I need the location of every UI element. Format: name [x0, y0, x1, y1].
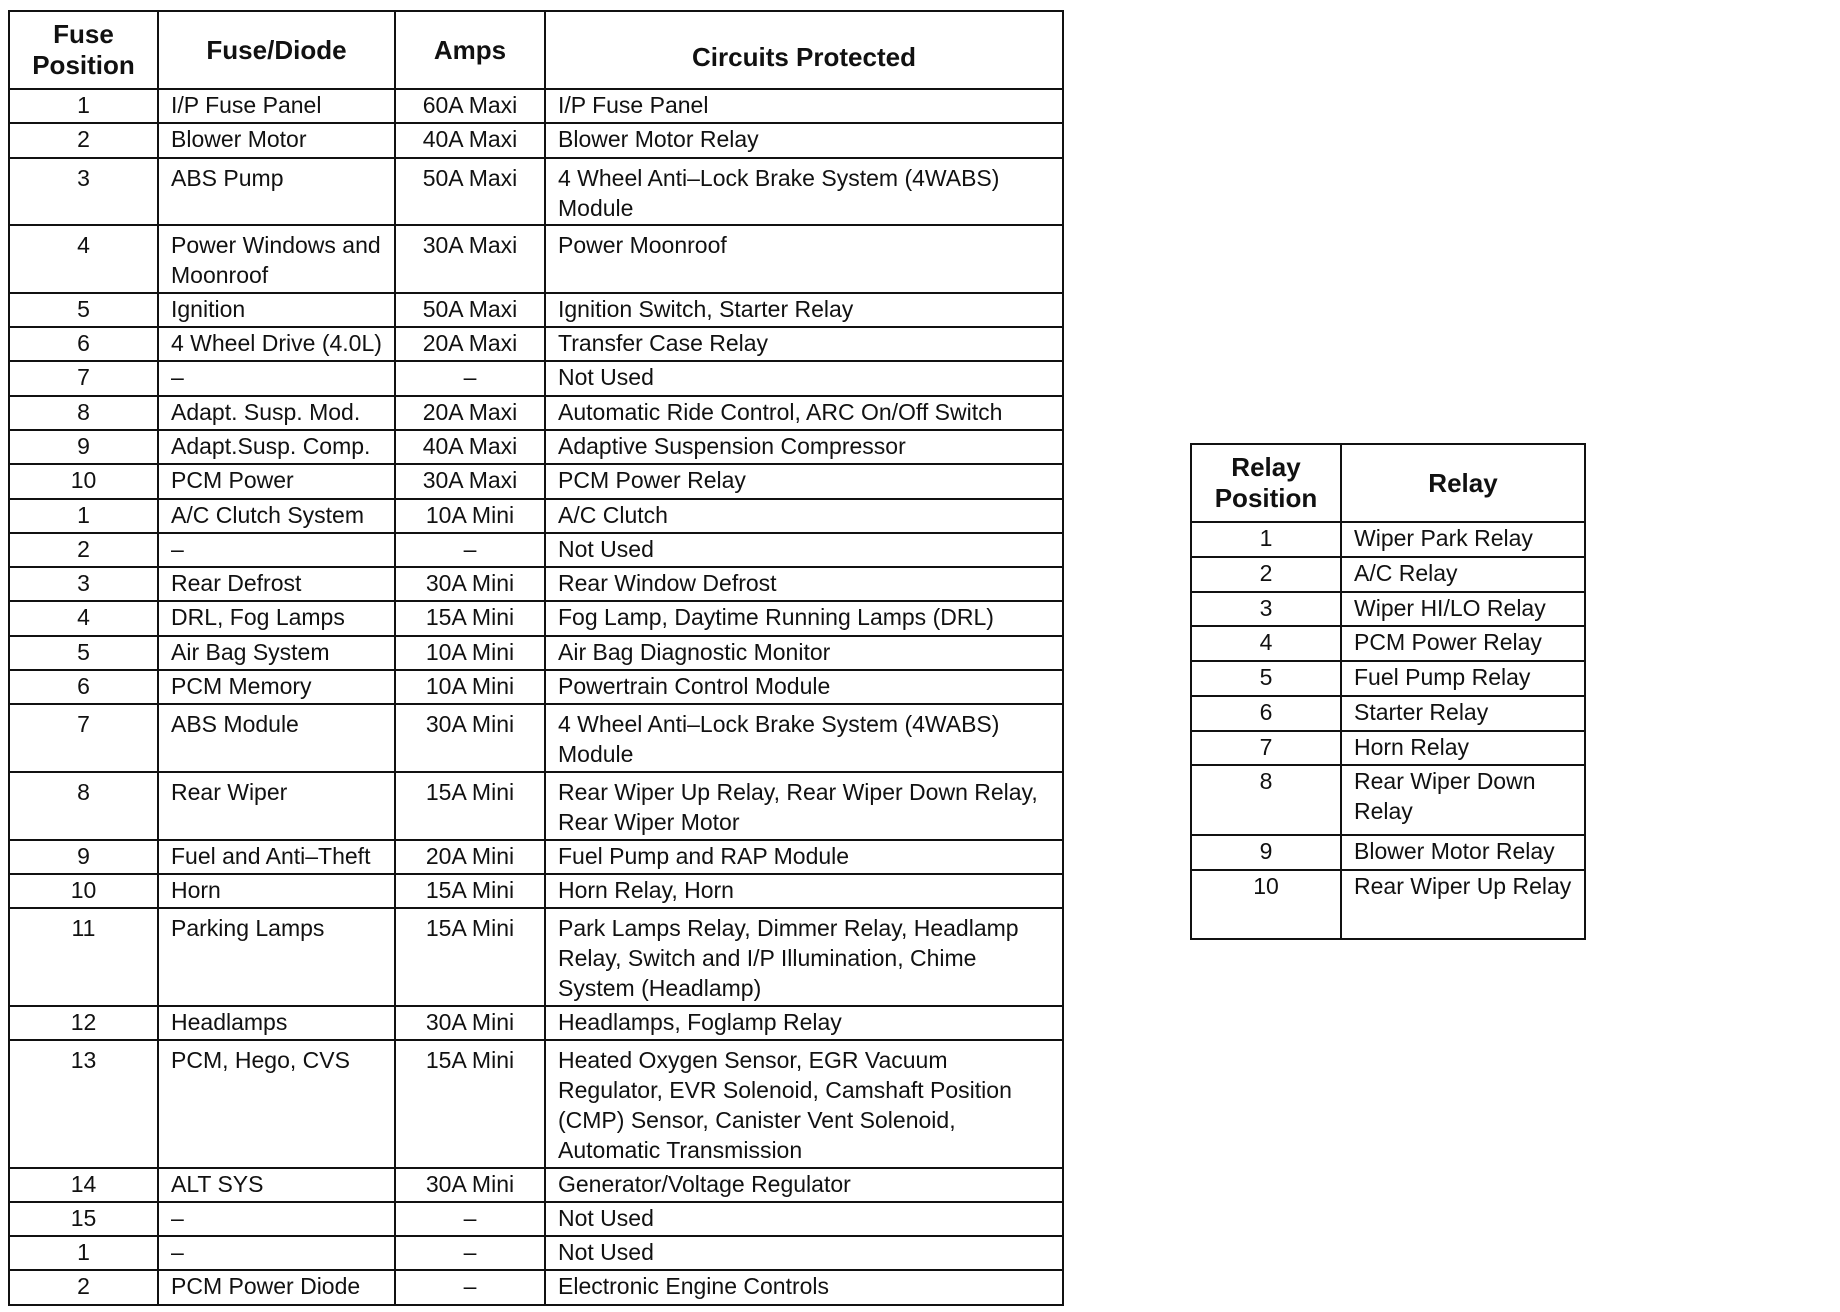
fuse-diode-cell: Parking Lamps [158, 908, 395, 1006]
relay-position-cell: 3 [1191, 592, 1341, 627]
fuse-position-cell: 6 [9, 670, 158, 704]
fuse-position-cell: 9 [9, 430, 158, 464]
circuits-protected-cell: 4 Wheel Anti–Lock Brake System (4WABS) Module [545, 704, 1063, 772]
fuse-position-cell: 5 [9, 636, 158, 670]
fuse-row [9, 772, 1063, 840]
relay-table [1190, 443, 1586, 940]
circuits-protected-cell: PCM Power Relay [545, 464, 1063, 498]
fuse-diode-cell: – [158, 1202, 395, 1236]
fuse-amps-cell: 10A Mini [395, 499, 545, 533]
fuse-diode-cell: DRL, Fog Lamps [158, 601, 395, 635]
fuse-amps-cell: 50A Maxi [395, 293, 545, 327]
fuse-row [9, 840, 1063, 874]
fuse-diode-cell: Blower Motor [158, 123, 395, 157]
fuse-diode-cell: A/C Clutch System [158, 499, 395, 533]
circuits-protected-cell: 4 Wheel Anti–Lock Brake System (4WABS) Module [545, 158, 1063, 226]
fuse-amps-cell: 20A Maxi [395, 327, 545, 361]
fuse-position-cell: 10 [9, 874, 158, 908]
relay-row [1191, 661, 1585, 696]
circuits-protected-cell: Heated Oxygen Sensor, EGR Vacuum Regulator, EVR Solenoid, Camshaft Position (CMP) Sensor, Canister Vent Solenoid, Automatic Transmission [545, 1040, 1063, 1167]
fuse-amps-cell: 30A Mini [395, 567, 545, 601]
fuse-position-cell: 15 [9, 1202, 158, 1236]
fuse-row [9, 1006, 1063, 1040]
fuse-amps-cell: 15A Mini [395, 1040, 545, 1167]
fuse-amps-cell: 40A Maxi [395, 123, 545, 157]
circuits-protected-cell: Blower Motor Relay [545, 123, 1063, 157]
fuse-position-cell: 1 [9, 1236, 158, 1270]
circuits-protected-cell: Fog Lamp, Daytime Running Lamps (DRL) [545, 601, 1063, 635]
fuse-amps-cell: 20A Mini [395, 840, 545, 874]
fuse-amps-cell: 10A Mini [395, 636, 545, 670]
fuse-diode-cell: PCM Power Diode [158, 1270, 395, 1305]
fuse-row [9, 533, 1063, 567]
relay-position-cell: 2 [1191, 557, 1341, 592]
fuse-diode-cell: 4 Wheel Drive (4.0L) [158, 327, 395, 361]
fuse-position-cell: 4 [9, 225, 158, 293]
fuse-amps-cell: 15A Mini [395, 908, 545, 1006]
fuse-position-cell: 5 [9, 293, 158, 327]
fuse-diode-cell: Rear Wiper [158, 772, 395, 840]
fuse-row [9, 158, 1063, 226]
relay-row [1191, 835, 1585, 870]
circuits-protected-cell: Air Bag Diagnostic Monitor [545, 636, 1063, 670]
circuits-protected-cell: Ignition Switch, Starter Relay [545, 293, 1063, 327]
circuits-protected-cell: Generator/Voltage Regulator [545, 1168, 1063, 1202]
fuse-amps-cell: – [395, 361, 545, 395]
fuse-amps-cell: 30A Maxi [395, 225, 545, 293]
circuits-protected-cell: Transfer Case Relay [545, 327, 1063, 361]
fuse-position-cell: 1 [9, 89, 158, 123]
fuse-row [9, 670, 1063, 704]
fuse-diode-cell: ABS Module [158, 704, 395, 772]
relay-position-cell: 1 [1191, 522, 1341, 557]
circuits-protected-cell: Powertrain Control Module [545, 670, 1063, 704]
relay-name-cell: Rear Wiper Up Relay [1341, 870, 1585, 940]
fuse-position-cell: 6 [9, 327, 158, 361]
fuse-diode-cell: Adapt. Susp. Mod. [158, 396, 395, 430]
relay-table-body [1191, 522, 1585, 939]
fuse-diode-cell: ABS Pump [158, 158, 395, 226]
relay-name-cell: Rear Wiper Down Relay [1341, 765, 1585, 835]
fuse-position-cell: 7 [9, 704, 158, 772]
relay-row [1191, 731, 1585, 766]
fuse-amps-cell: – [395, 1270, 545, 1305]
fuse-row [9, 361, 1063, 395]
fuse-diode-cell: I/P Fuse Panel [158, 89, 395, 123]
relay-row [1191, 696, 1585, 731]
fuse-position-cell: 2 [9, 533, 158, 567]
relay-row [1191, 557, 1585, 592]
relay-name-cell: Wiper Park Relay [1341, 522, 1585, 557]
fuse-position-cell: 3 [9, 158, 158, 226]
circuits-protected-cell: Horn Relay, Horn [545, 874, 1063, 908]
relay-name-cell: Wiper HI/LO Relay [1341, 592, 1585, 627]
fuse-amps-cell: 30A Maxi [395, 464, 545, 498]
circuits-protected-cell: A/C Clutch [545, 499, 1063, 533]
fuse-row [9, 704, 1063, 772]
amps-header: Amps [395, 11, 545, 89]
relay-name-cell: Fuel Pump Relay [1341, 661, 1585, 696]
relay-position-cell: 10 [1191, 870, 1341, 940]
circuits-protected-cell: Not Used [545, 533, 1063, 567]
circuits-protected-cell: Park Lamps Relay, Dimmer Relay, Headlamp Relay, Switch and I/P Illumination, Chime System (Headlamp) [545, 908, 1063, 1006]
circuits-protected-cell: Not Used [545, 1202, 1063, 1236]
fuse-amps-cell: 50A Maxi [395, 158, 545, 226]
fuse-amps-cell: – [395, 1236, 545, 1270]
fuse-amps-cell: 30A Mini [395, 1006, 545, 1040]
circuits-protected-cell: Electronic Engine Controls [545, 1270, 1063, 1305]
fuse-position-cell: 8 [9, 772, 158, 840]
fuse-row [9, 430, 1063, 464]
fuse-position-cell: 10 [9, 464, 158, 498]
fuse-row [9, 1270, 1063, 1305]
relay-table-header [1191, 444, 1585, 522]
fuse-amps-cell: 20A Maxi [395, 396, 545, 430]
fuse-row [9, 908, 1063, 1006]
fuse-position-cell: 13 [9, 1040, 158, 1167]
fuse-row [9, 601, 1063, 635]
fuse-row [9, 1168, 1063, 1202]
fuse-diode-cell: – [158, 1236, 395, 1270]
circuits-protected-cell: Headlamps, Foglamp Relay [545, 1006, 1063, 1040]
circuits-protected-header: Circuits Protected [545, 11, 1063, 89]
relay-position-cell: 7 [1191, 731, 1341, 766]
fuse-diode-cell: PCM Power [158, 464, 395, 498]
fuse-row [9, 327, 1063, 361]
fuse-amps-cell: 10A Mini [395, 670, 545, 704]
circuits-protected-cell: Fuel Pump and RAP Module [545, 840, 1063, 874]
relay-position-cell: 6 [1191, 696, 1341, 731]
fuse-row [9, 123, 1063, 157]
fuse-amps-cell: 30A Mini [395, 704, 545, 772]
fuse-position-cell: 2 [9, 1270, 158, 1305]
relay-row [1191, 870, 1585, 940]
fuse-amps-cell: 30A Mini [395, 1168, 545, 1202]
fuse-row [9, 567, 1063, 601]
fuse-diode-cell: PCM, Hego, CVS [158, 1040, 395, 1167]
relay-row [1191, 592, 1585, 627]
fuse-row [9, 293, 1063, 327]
fuse-row [9, 1040, 1063, 1167]
fuse-diode-cell: – [158, 533, 395, 567]
fuse-position-header: Fuse Position [9, 11, 158, 89]
fuse-row [9, 1202, 1063, 1236]
circuits-protected-cell: Rear Wiper Up Relay, Rear Wiper Down Relay, Rear Wiper Motor [545, 772, 1063, 840]
fuse-position-cell: 8 [9, 396, 158, 430]
relay-position-header: Relay Position [1191, 444, 1341, 522]
relay-position-cell: 5 [1191, 661, 1341, 696]
fuse-position-cell: 11 [9, 908, 158, 1006]
circuits-protected-cell: Rear Window Defrost [545, 567, 1063, 601]
relay-header: Relay [1341, 444, 1585, 522]
fuse-position-cell: 14 [9, 1168, 158, 1202]
circuits-protected-cell: Power Moonroof [545, 225, 1063, 293]
fuse-diode-cell: – [158, 361, 395, 395]
relay-position-cell: 8 [1191, 765, 1341, 835]
fuse-position-cell: 3 [9, 567, 158, 601]
fuse-row [9, 1236, 1063, 1270]
relay-row [1191, 765, 1585, 835]
fuse-diode-cell: Horn [158, 874, 395, 908]
circuits-protected-cell: Not Used [545, 361, 1063, 395]
fuse-row [9, 636, 1063, 670]
relay-name-cell: Horn Relay [1341, 731, 1585, 766]
fuse-table-header [9, 11, 1063, 89]
circuits-protected-cell: I/P Fuse Panel [545, 89, 1063, 123]
fuse-diode-cell: Headlamps [158, 1006, 395, 1040]
fuse-amps-cell: 40A Maxi [395, 430, 545, 464]
relay-row [1191, 626, 1585, 661]
relay-position-cell: 9 [1191, 835, 1341, 870]
fuse-amps-cell: 15A Mini [395, 772, 545, 840]
fuse-position-cell: 9 [9, 840, 158, 874]
fuse-diode-cell: Adapt.Susp. Comp. [158, 430, 395, 464]
fuse-row [9, 225, 1063, 293]
fuse-position-cell: 7 [9, 361, 158, 395]
relay-name-cell: Starter Relay [1341, 696, 1585, 731]
circuits-protected-cell: Automatic Ride Control, ARC On/Off Switch [545, 396, 1063, 430]
fuse-diode-cell: Fuel and Anti–Theft [158, 840, 395, 874]
fuse-row [9, 874, 1063, 908]
fuse-diode-cell: Power Windows and Moonroof [158, 225, 395, 293]
fuse-diode-cell: PCM Memory [158, 670, 395, 704]
circuits-protected-cell: Not Used [545, 1236, 1063, 1270]
relay-row [1191, 522, 1585, 557]
fuse-table [8, 10, 1064, 1306]
fuse-position-cell: 2 [9, 123, 158, 157]
relay-name-cell: Blower Motor Relay [1341, 835, 1585, 870]
fuse-table-body [9, 89, 1063, 1305]
fuse-row [9, 396, 1063, 430]
fuse-amps-cell: – [395, 533, 545, 567]
fuse-position-cell: 12 [9, 1006, 158, 1040]
relay-name-cell: A/C Relay [1341, 557, 1585, 592]
fuse-position-cell: 1 [9, 499, 158, 533]
fuse-amps-cell: 60A Maxi [395, 89, 545, 123]
fuse-diode-cell: Air Bag System [158, 636, 395, 670]
circuits-protected-cell: Adaptive Suspension Compressor [545, 430, 1063, 464]
fuse-diode-header: Fuse/Diode [158, 11, 395, 89]
relay-name-cell: PCM Power Relay [1341, 626, 1585, 661]
fuse-amps-cell: – [395, 1202, 545, 1236]
relay-position-cell: 4 [1191, 626, 1341, 661]
fuse-row [9, 89, 1063, 123]
fuse-amps-cell: 15A Mini [395, 601, 545, 635]
fuse-row [9, 464, 1063, 498]
fuse-amps-cell: 15A Mini [395, 874, 545, 908]
fuse-diode-cell: Rear Defrost [158, 567, 395, 601]
fuse-row [9, 499, 1063, 533]
fuse-diode-cell: ALT SYS [158, 1168, 395, 1202]
fuse-position-cell: 4 [9, 601, 158, 635]
fuse-diode-cell: Ignition [158, 293, 395, 327]
